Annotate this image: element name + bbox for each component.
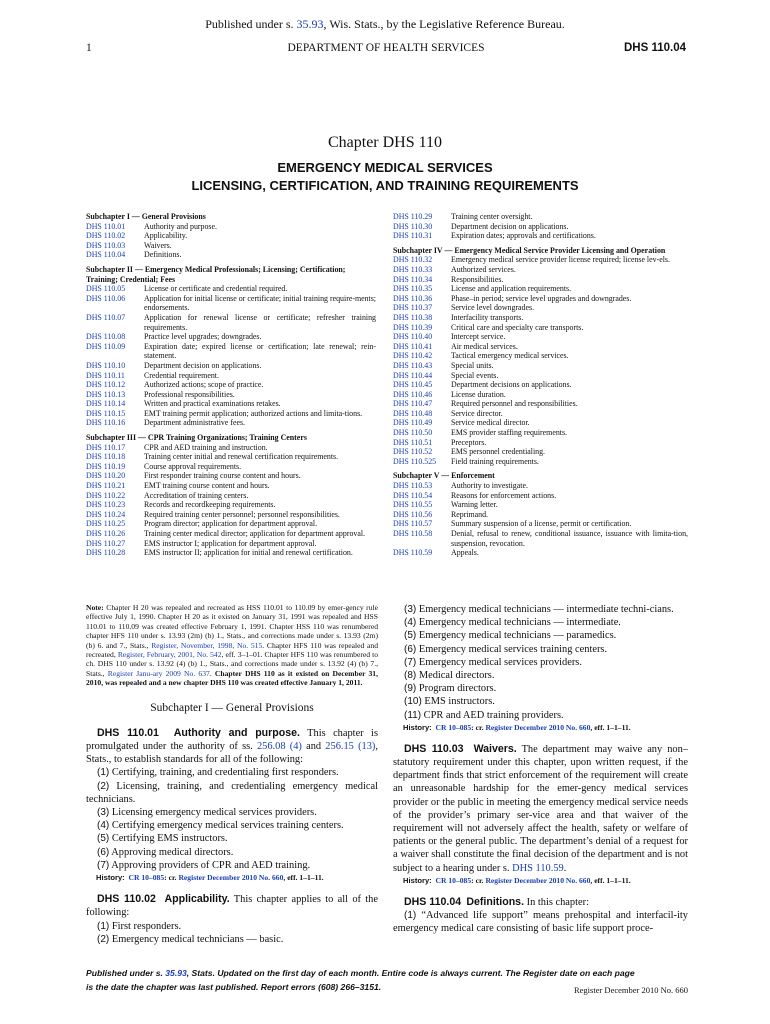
toc-section-link[interactable]: DHS 110.45 [393, 380, 433, 390]
toc-entry[interactable] [86, 452, 376, 462]
item-list [86, 920, 378, 946]
toc-right [393, 212, 688, 558]
toc-entry[interactable] [86, 443, 376, 453]
list-item [86, 819, 378, 832]
item-list [393, 603, 688, 722]
item-number: (3) [404, 604, 417, 615]
toc-entry[interactable] [86, 462, 376, 472]
item-text: Emergency medical services training centers. [418, 643, 608, 655]
toc-section-link[interactable]: DHS 110.21 [86, 481, 126, 491]
toc-section-link[interactable]: DHS 110.03 [86, 240, 126, 250]
toc-section-link[interactable]: DHS 110.38 [393, 312, 433, 322]
text-column-left [86, 603, 378, 946]
toc-entry[interactable] [86, 409, 376, 419]
item-number: (4) [97, 820, 110, 832]
toc-entry[interactable] [393, 284, 688, 294]
toc-section-link[interactable]: DHS 110.53 [393, 481, 433, 491]
item-number: (6) [97, 846, 110, 858]
toc-entry[interactable] [393, 447, 688, 457]
toc-section-title: Denial, refusal to renew, conditional issuance, issuance with limita-tion, suspension, revocation. [451, 529, 688, 548]
toc-section-link[interactable]: DHS 110.04 [86, 250, 126, 260]
toc-section-title: Definitions. [144, 250, 182, 260]
toc-section-title: Authority to investigate. [451, 481, 528, 491]
chapter-subtitle-1: EMERGENCY MEDICAL SERVICES [277, 160, 493, 175]
toc-section-title: Required personnel and responsibilities. [451, 399, 578, 409]
list-item [393, 656, 688, 669]
toc-entry[interactable] [393, 519, 688, 529]
toc-entry[interactable] [86, 390, 376, 400]
section-110-04: DHS 110.04 Definitions. In this chapter: (1) “Advanced life support” means prehospital and interfacil-ity emergency medical care consisting of basic life support proce- [393, 895, 688, 935]
list-item [86, 766, 378, 779]
toc-entry[interactable] [393, 399, 688, 409]
list-item [393, 682, 688, 695]
item-text: Approving providers of CPR and AED training. [111, 859, 311, 871]
chapter-title: Chapter DHS 110 [327, 134, 443, 151]
toc-section-title: Credential requirement. [144, 370, 219, 380]
item-number: (1) [97, 767, 110, 779]
toc-entry[interactable] [86, 491, 376, 501]
toc-entry[interactable] [393, 548, 688, 558]
list-item [393, 643, 688, 656]
toc-section-title: Professional responsibilities. [144, 389, 235, 399]
toc-section-link[interactable]: DHS 110.23 [86, 500, 126, 510]
toc-section-link[interactable]: DHS 110.51 [393, 437, 433, 447]
item-number: (5) [404, 630, 417, 642]
toc-section-link[interactable]: DHS 110.26 [86, 529, 126, 538]
toc-section-title: Waivers. [144, 240, 172, 250]
toc-section-title: Training center oversight. [451, 212, 533, 221]
toc-entry[interactable] [393, 275, 688, 285]
toc-section-link[interactable]: DHS 110.55 [393, 500, 433, 510]
toc-section-title: EMS personnel credentialing. [451, 447, 546, 457]
toc-section-link[interactable]: DHS 110.18 [86, 452, 126, 462]
list-item [393, 695, 688, 708]
toc-section-link[interactable]: DHS 110.09 [86, 341, 126, 351]
toc-entry[interactable] [86, 500, 376, 510]
toc-section-link[interactable]: DHS 110.46 [393, 389, 433, 399]
toc-section-title: Practice level upgrades; downgrades. [144, 332, 262, 342]
toc-section-link[interactable]: DHS 110.07 [86, 312, 126, 322]
toc-entry[interactable] [393, 231, 688, 241]
toc-section-title: Service medical director. [451, 418, 530, 428]
toc-entry[interactable] [393, 438, 688, 448]
toc-entry[interactable] [393, 409, 688, 419]
toc-subchapter-heading: Subchapter II — Emergency Medical Professionals; Licensing; Certification; Training; Credential; Fees [86, 264, 346, 284]
toc-section-title: License or certificate and credential required. [144, 284, 288, 294]
toc-section-link[interactable]: DHS 110.48 [393, 408, 433, 418]
toc-section-link[interactable]: DHS 110.16 [86, 418, 126, 428]
toc-entry[interactable] [86, 222, 376, 232]
note-link[interactable]: Register Janu-ary 2009 No. 637 [107, 668, 210, 678]
toc-entry[interactable] [86, 371, 376, 381]
history-line: History: CR 10–085: cr. Register December 2010 No. 660, eff. 1–1–11. [96, 873, 324, 883]
toc-left [86, 212, 376, 558]
toc-section-title: Authority and purpose. [144, 221, 217, 231]
toc-entry[interactable] [86, 418, 376, 428]
toc-section-link[interactable]: DHS 110.33 [393, 264, 433, 274]
toc-entry[interactable] [393, 222, 688, 232]
item-list [86, 766, 378, 872]
toc-section-title: Application for renewal license or certificate; refresher training requirements. [144, 312, 376, 332]
toc-section-title: Responsibilities. [451, 274, 504, 284]
history-line: History: CR 10–085: cr. Register December 2010 No. 660, eff. 1–1–11. [403, 722, 631, 732]
toc-section-title: Training center medical director; application for department approval. [144, 529, 366, 538]
toc-entry[interactable] [86, 510, 376, 520]
toc-section-link[interactable]: DHS 110.32 [393, 255, 433, 265]
toc-entry[interactable] [393, 351, 688, 361]
toc-subchapter-heading: Subchapter III — CPR Training Organizations; Training Centers [86, 433, 307, 443]
toc-subchapter-heading: Subchapter V — Enforcement [393, 471, 495, 481]
note-link[interactable]: Register, November, 1998, No. 515 [151, 640, 263, 650]
department-name: DEPARTMENT OF HEALTH SERVICES [287, 42, 485, 54]
toc-entry[interactable] [86, 399, 376, 409]
toc-section-title: Field training requirements. [451, 456, 539, 466]
toc-section-link[interactable]: DHS 110.50 [393, 428, 433, 438]
item-text: First responders. [111, 920, 182, 932]
toc-entry[interactable] [393, 418, 688, 428]
toc-section-link[interactable]: DHS 110.35 [393, 284, 433, 294]
toc-section-link[interactable]: DHS 110.08 [86, 332, 126, 342]
toc-section-link[interactable]: DHS 110.15 [86, 408, 126, 418]
toc-subchapter-heading: Subchapter I — General Provisions [86, 212, 206, 221]
statute-link[interactable]: 35.93 [165, 968, 187, 978]
toc-entry[interactable] [86, 342, 376, 361]
toc-section-title: Department administrative fees. [144, 418, 246, 428]
toc-section-title: Special events. [451, 370, 499, 380]
toc-section-title: Training center initial and renewal certification requirements. [144, 452, 339, 462]
item-number: (9) [404, 683, 417, 695]
toc-entry[interactable] [393, 361, 688, 371]
toc-section-title: Records and recordkeeping requirements. [144, 500, 276, 510]
toc-entry[interactable] [86, 481, 376, 491]
toc-section-link[interactable]: DHS 110.25 [86, 519, 126, 529]
toc-section-title: Appeals. [451, 548, 479, 558]
item-text: Approving medical directors. [111, 846, 234, 858]
list-item [393, 616, 688, 629]
toc-section-title: Special units. [451, 360, 494, 370]
toc-section-title: Authorized actions; scope of practice. [144, 380, 264, 390]
section-110-03: DHS 110.03 Waivers. The department may waive any non–statutory requirement under this chapter, upon written request, if the department finds that strict enforcement of the requirement will create an unreasonable hardship for the emer-gency medical services provider or the public in meeting the emergency medical service needs of the provider’s primary ser-vice area and that waiver of the requirement will not adversely affect the health, safety or welfare of patients or the general public. The department’s denial of a request for a waiver shall constitute the final decision of the department and is not subject to a hearing under s. DHS 110.59. History: CR 10–085: cr. Register December 2010 No. 660, eff. 1–1–11. [393, 742, 688, 885]
list-item [86, 933, 378, 946]
toc-section-title: CPR and AED training and instruction. [144, 442, 268, 452]
toc-section-link[interactable]: DHS 110.31 [393, 231, 433, 241]
item-text: Emergency medical technicians — basic. [111, 933, 284, 945]
text-column-right [393, 603, 688, 935]
toc-entry[interactable] [393, 481, 688, 491]
toc-section-link[interactable]: DHS 110.01 [86, 221, 126, 231]
toc-section-link[interactable]: DHS 110.12 [86, 380, 126, 390]
toc-entry[interactable] [86, 284, 376, 294]
toc-section-link[interactable]: DHS 110.44 [393, 370, 433, 380]
item-number: (5) [97, 833, 110, 845]
section-link[interactable]: DHS 110.59 [512, 862, 564, 874]
toc-section-link[interactable]: DHS 110.47 [393, 399, 433, 409]
toc-section-link[interactable]: DHS 110.56 [393, 509, 433, 519]
item-number: (2) [97, 780, 110, 792]
toc-entry[interactable] [393, 390, 688, 400]
toc-entry[interactable] [86, 294, 376, 313]
toc-section-title: Required training center personnel; personnel responsibilities. [144, 509, 340, 519]
toc-entry[interactable] [393, 510, 688, 520]
toc-entry[interactable] [86, 332, 376, 342]
list-item [86, 806, 378, 819]
toc-entry[interactable] [86, 380, 376, 390]
toc-section-title: Intercept service. [451, 332, 506, 342]
item-number: (8) [404, 670, 417, 682]
item-number: (3) [97, 807, 110, 819]
note-link[interactable]: Register, February, 2001, No. 542 [117, 650, 222, 660]
toc-section-title: Applicability. [144, 231, 188, 241]
toc-section-title: Service director. [451, 408, 503, 418]
toc-section-link[interactable]: DHS 110.22 [86, 490, 126, 500]
toc-section-title: EMT training permit application; authorized actions and limita-tions. [144, 408, 363, 418]
toc-section-link[interactable]: DHS 110.34 [393, 274, 433, 284]
toc-section-link[interactable]: DHS 110.27 [86, 538, 126, 548]
list-item [393, 669, 688, 682]
toc-section-link[interactable]: DHS 110.11 [86, 370, 125, 380]
toc-section-link[interactable]: DHS 110.24 [86, 509, 126, 519]
toc-section-link[interactable]: DHS 110.42 [393, 351, 433, 361]
toc-section-title: Tactical emergency medical services. [451, 351, 569, 361]
footer-note: Published under s. 35.93, Stats. Updated on the first day of each month. Entire code is always current. The Register date on each page is the date the chapter was last published. Report errors (608) 266–3151. [86, 968, 635, 992]
item-text: Licensing emergency medical services providers. [111, 807, 317, 819]
toc-entry[interactable] [393, 500, 688, 510]
toc-section-title: Summary suspension of a license, permit or certification. [451, 519, 632, 529]
section-110-02: DHS 110.02 Applicability. This chapter applies to all of the following: (1) First responders. (2) Emergency medical technicians — basic. [86, 893, 378, 945]
toc-section-link[interactable]: DHS 110.43 [393, 360, 433, 370]
toc-entry[interactable] [86, 231, 376, 241]
toc-entry[interactable] [393, 323, 688, 333]
toc-entry[interactable] [86, 250, 376, 260]
toc-entry[interactable] [393, 529, 688, 548]
item-number: (10) [404, 696, 422, 708]
toc-section-link[interactable]: DHS 110.20 [86, 471, 126, 481]
toc-entry[interactable] [86, 471, 376, 481]
toc-section-link[interactable]: DHS 110.57 [393, 519, 433, 529]
toc-entry[interactable] [393, 457, 688, 467]
toc-section-link[interactable]: DHS 110.36 [393, 293, 433, 303]
toc-section-title: Department decisions on applications. [451, 380, 572, 390]
toc-section-link[interactable]: DHS 110.37 [393, 303, 433, 313]
toc-section-link[interactable]: DHS 110.59 [393, 548, 433, 558]
toc-section-title: Expiration dates; approvals and certifications. [451, 231, 596, 241]
item-number: (7) [97, 859, 110, 871]
toc-section-link[interactable]: DHS 110.525 [393, 456, 437, 466]
toc-section-title: EMS instructor II; application for initial and renewal certification. [144, 548, 353, 558]
list-item [86, 780, 378, 806]
toc-section-link[interactable]: DHS 110.02 [86, 231, 126, 241]
item-text: CPR and AED training providers. [423, 709, 564, 721]
item-text: Licensing, training, and credentialing emergency medical technicians. [86, 780, 378, 805]
toc-section-link[interactable]: DHS 110.14 [86, 399, 126, 409]
item-text: EMS instructors. [424, 696, 495, 708]
toc-section-link[interactable]: DHS 110.05 [86, 284, 126, 294]
toc-section-title: Department decision on applications. [451, 221, 569, 231]
toc-entry[interactable] [393, 491, 688, 501]
toc-section-title: License duration. [451, 389, 506, 399]
list-item [393, 603, 688, 616]
toc-entry[interactable] [393, 265, 688, 275]
toc-section-link[interactable]: DHS 110.19 [86, 461, 126, 471]
register-date: Register December 2010 No. 660 [573, 985, 688, 995]
toc-section-title: EMS instructor I; application for department approval. [144, 538, 317, 548]
toc-section-link[interactable]: DHS 110.49 [393, 418, 433, 428]
history-line: History: CR 10–085: cr. Register December 2010 No. 660, eff. 1–1–11. [403, 875, 631, 885]
toc-section-link[interactable]: DHS 110.28 [86, 548, 126, 558]
toc-entry[interactable] [393, 342, 688, 352]
toc-entry[interactable] [393, 255, 688, 265]
toc-entry[interactable] [393, 303, 688, 313]
toc-section-title: Department decision on applications. [144, 360, 262, 370]
toc-section-link[interactable]: DHS 110.58 [393, 529, 433, 538]
toc-section-link[interactable]: DHS 110.17 [86, 442, 126, 452]
list-item [86, 920, 378, 933]
toc-entry[interactable] [393, 371, 688, 381]
toc-section-title: Warning letter. [451, 500, 498, 510]
item-text: Emergency medical technicians — intermediate techni-cians. [418, 604, 674, 615]
subchapter-heading: Subchapter I — General Provisions [150, 701, 314, 714]
item-text: Certifying, training, and credentialing first responders. [111, 767, 339, 779]
toc-section-title: EMS provider staffing requirements. [451, 428, 567, 438]
toc-section-title: Service level downgrades. [451, 303, 535, 313]
toc-section-title: Preceptors. [451, 437, 487, 447]
statute-link[interactable]: 256.15 (13) [325, 741, 376, 753]
item-text: Emergency medical technicians — paramedics. [418, 630, 617, 642]
toc-subchapter-heading: Subchapter IV — Emergency Medical Service Provider Licensing and Operation [393, 245, 666, 255]
item-text: Emergency medical technicians — intermediate. [418, 617, 621, 629]
toc-entry[interactable] [393, 212, 688, 222]
toc-section-title: Course approval requirements. [144, 461, 242, 471]
toc-entry[interactable] [393, 294, 688, 304]
toc-entry[interactable] [393, 332, 688, 342]
toc-section-title: Reprimand. [451, 509, 489, 519]
item-number: (6) [404, 643, 417, 655]
toc-entry[interactable] [86, 548, 376, 558]
chapter-note: Note: Chapter H 20 was repealed and recreated as HSS 110.01 to 110.09 by emer-gency rule effective July 1, 1990. Chapter H 20 as it existed on January 31, 1991 was repealed and HSS 110.01 to 110.09 was created effective February 1, 1991. Chapter HSS 110 was renumbered chapter HFS 110 under s. 13.93 (2m) (b) 1., Stats., and corrections made under s. 13.93 (2m) (b) 6. and 7., Stats., Register, November, 1998, No. 515. Chapter HFS 110 was repealed and recreated, Register, February, 2001, No. 542, eff. 3–1–01. Chapter HFS 110 was renumbered to ch. DHS 110 under s. 13.92 (4) (b) 1., Stats., and corrections made under s. 13.92 (4) (b) 7., Stats., Register Janu-ary 2009 No. 637. Chapter DHS 110 as it existed on December 31, 2010, was repealed and a new chapter DHS 110 was created effective January 1, 2011. [86, 603, 379, 688]
toc-section-title: Application for initial license or certificate; initial training require-ments; endorsements. [144, 293, 376, 313]
toc-section-link[interactable]: DHS 110.54 [393, 490, 433, 500]
toc-section-title: Written and practical examinations retakes. [144, 399, 281, 409]
toc-section-link[interactable]: DHS 110.29 [393, 212, 433, 221]
toc-section-title: Reasons for enforcement actions. [451, 490, 557, 500]
chapter-subtitle-2: LICENSING, CERTIFICATION, AND TRAINING REQUIREMENTS [191, 178, 579, 193]
toc-section-link[interactable]: DHS 110.13 [86, 389, 126, 399]
section-110-01: DHS 110.01 Authority and purpose. This chapter is promulgated under the authority of ss. 256.08 (4) and 256.15 (13), Stats., to establish standards for all of the following: (1) Certifying, training, and credentialing first responders. (2) Licensing, training, and credentialing emergency medical technicians. (3) Licensing emergency medical services providers. (4) Certifying emergency medical services training centers. (5) Certifying EMS instructors. (6) Approving medical directors. (7) Approving providers of CPR and AED training. History: CR 10–085: cr. Register December 2010 No. 660, eff. 1–1–11. [86, 726, 378, 883]
toc-entry[interactable] [393, 380, 688, 390]
toc-entry[interactable] [86, 241, 376, 251]
statute-link[interactable]: 35.93 [296, 17, 324, 31]
statute-link[interactable]: 256.08 (4) [256, 741, 302, 753]
item-text: Certifying emergency medical services training centers. [111, 820, 344, 832]
toc-section-title: Expiration date; expired license or certification; late renewal; rein-statement. [144, 341, 376, 361]
toc-section-link[interactable]: DHS 110.40 [393, 332, 433, 342]
toc-section-title: First responder training course content and hours. [144, 471, 301, 481]
toc-section-title: Accreditation of training centers. [144, 490, 249, 500]
toc-section-link[interactable]: DHS 110.30 [393, 221, 433, 231]
item-text: Certifying EMS instructors. [111, 833, 228, 845]
toc-section-title: Interfacility transports. [451, 312, 524, 322]
item-number: (7) [404, 656, 417, 668]
toc-entry[interactable] [393, 313, 688, 323]
toc-entry[interactable] [86, 361, 376, 371]
item-text: Program directors. [418, 683, 497, 695]
toc-entry[interactable] [393, 428, 688, 438]
toc-section-link[interactable]: DHS 110.39 [393, 322, 433, 332]
list-item [86, 859, 378, 872]
toc-entry[interactable] [86, 529, 376, 539]
section-code: DHS 110.04 [623, 42, 686, 54]
toc-entry[interactable] [86, 539, 376, 549]
toc-section-title: Emergency medical service provider license required; license lev-els. [451, 255, 670, 265]
page-number: 1 [86, 42, 92, 54]
toc-section-link[interactable]: DHS 110.41 [393, 341, 433, 351]
toc-section-title: Program director; application for department approval. [144, 519, 318, 529]
list-item [86, 832, 378, 845]
list-item [393, 709, 688, 722]
toc-entry[interactable] [86, 519, 376, 529]
list-item [86, 846, 378, 859]
toc-section-link[interactable]: DHS 110.06 [86, 293, 126, 303]
publication-note: Published under s. 35.93, Wis. Stats., by the Legislative Reference Bureau. [205, 17, 565, 31]
item-number: (11) [404, 709, 422, 721]
item-number: (1) [97, 920, 110, 932]
toc-section-title: EMT training course content and hours. [144, 481, 270, 491]
item-text: Emergency medical services providers. [418, 656, 582, 668]
toc-section-link[interactable]: DHS 110.52 [393, 447, 433, 457]
toc-section-title: License and application requirements. [451, 284, 572, 294]
toc-entry[interactable] [86, 313, 376, 332]
item-number: (2) [97, 933, 110, 945]
toc-section-title: Critical care and specialty care transports. [451, 322, 584, 332]
toc-section-title: Phase–in period; service level upgrades and downgrades. [451, 293, 632, 303]
list-item [393, 629, 688, 642]
toc-section-title: Air medical services. [451, 341, 518, 351]
toc-section-title: Authorized services. [451, 264, 516, 274]
item-number: (4) [404, 617, 417, 629]
item-text: Medical directors. [418, 670, 495, 682]
toc-section-link[interactable]: DHS 110.10 [86, 360, 126, 370]
